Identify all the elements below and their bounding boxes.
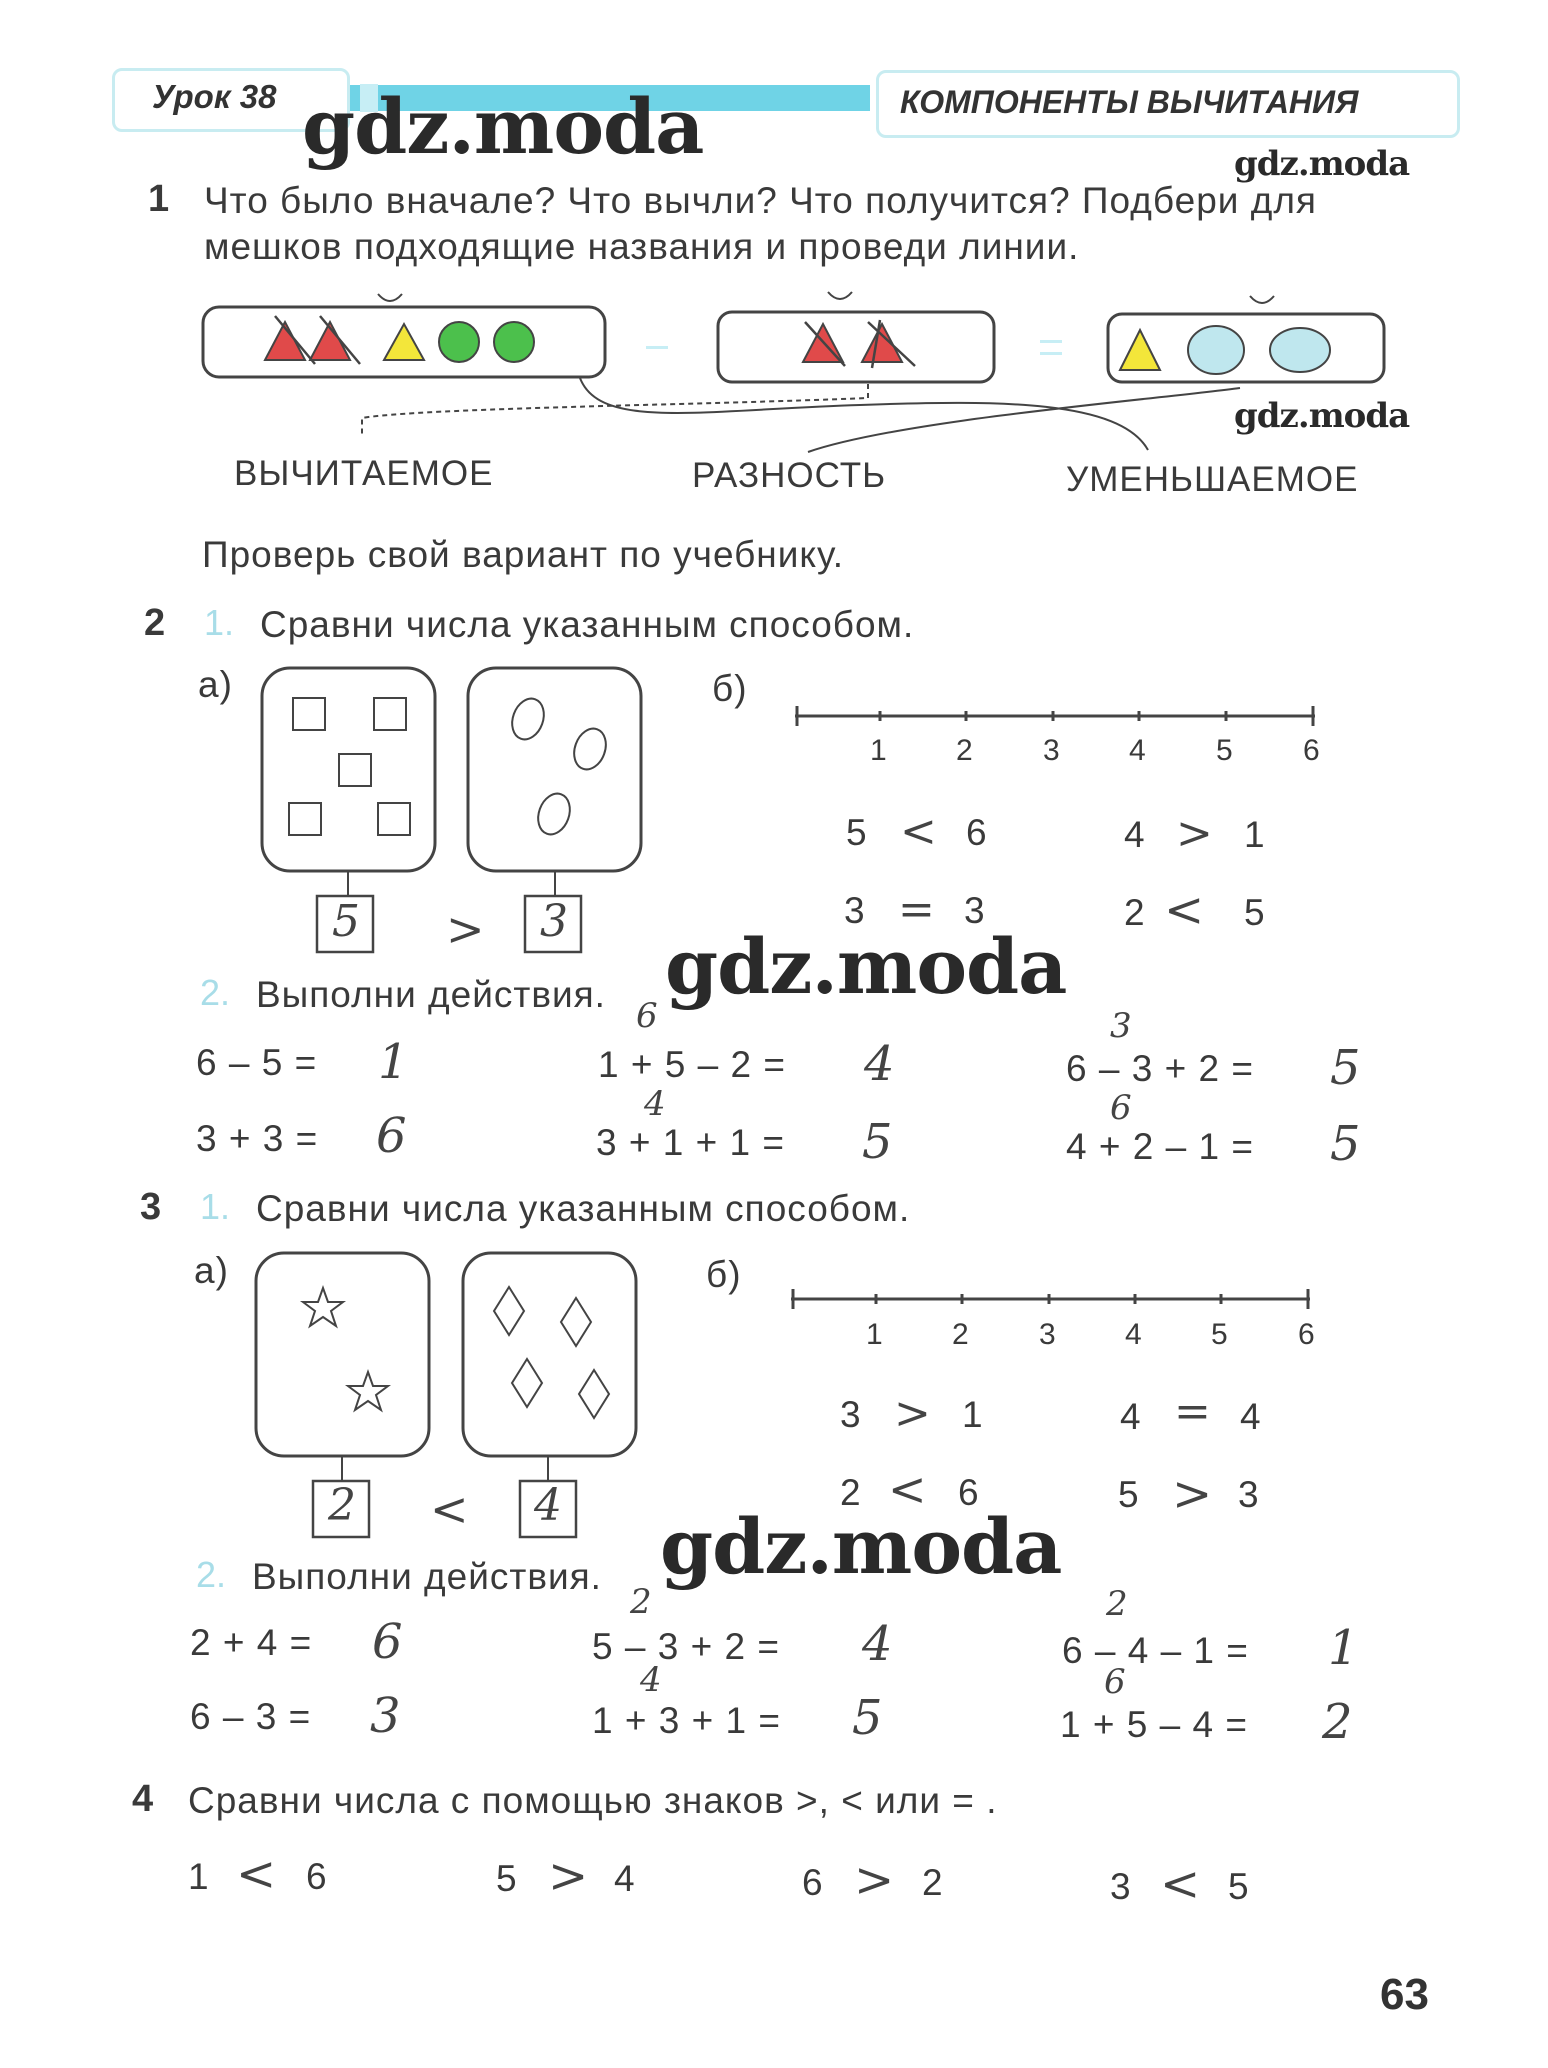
rhombus-icon (494, 1287, 524, 1335)
handwritten-answer: 1 (378, 1034, 409, 1090)
comparison-left: 5 (846, 812, 868, 853)
tick-label: 5 (1211, 1318, 1229, 1351)
expression: 3 + 3 = (196, 1118, 319, 1159)
comparison-sign: < (1160, 1856, 1201, 1912)
bag-difference (1108, 296, 1384, 382)
subtask-number: 1. (204, 602, 235, 643)
expression: 1 + 3 + 1 = (592, 1700, 781, 1741)
comparison-right: 3 (1238, 1474, 1260, 1515)
comparison-sign: > (1176, 808, 1213, 859)
yellow-triangle-icon (1120, 330, 1160, 370)
task-number: 4 (132, 1778, 154, 1820)
tick-label: 6 (1298, 1318, 1316, 1351)
equals-sign-bottom (1040, 352, 1062, 355)
answer-value: 3 (540, 896, 568, 947)
comparison-left: 4 (1120, 1396, 1142, 1437)
subtask-text: Выполни действия. (252, 1556, 602, 1597)
bag-minuend (203, 294, 605, 377)
rhombus-icon (561, 1298, 591, 1346)
comparison-sign: = (898, 884, 935, 935)
handwritten-answer: 5 (862, 1114, 893, 1170)
rhombus-icon (512, 1359, 542, 1407)
red-triangle-icon (862, 324, 902, 362)
connector-minuend (580, 378, 1148, 450)
comparison-right: 1 (1244, 814, 1266, 855)
star-icon (303, 1288, 343, 1326)
comparison-left: 1 (188, 1856, 210, 1897)
expression: 4 + 2 – 1 = (1066, 1126, 1254, 1167)
helper-note: 4 (644, 1084, 666, 1124)
expression: 1 + 5 – 4 = (1060, 1704, 1248, 1745)
minus-sign (646, 346, 668, 349)
comparison-left: 3 (844, 890, 866, 931)
green-circle-icon (439, 322, 479, 362)
comparison-sign: > (446, 902, 485, 956)
task-text: Сравни числа с помощью знаков >, < или = . (188, 1780, 998, 1821)
comparison-left: 5 (496, 1858, 518, 1899)
subtask-number: 2. (196, 1554, 227, 1595)
comparison-left: 3 (1110, 1866, 1132, 1907)
lesson-title: Урок 38 (152, 78, 277, 115)
tick-label: 1 (870, 734, 888, 767)
task-text: мешков подходящие названия и проведи линии. (204, 226, 1080, 267)
handwritten-answer: 3 (370, 1688, 401, 1744)
tick-label: 2 (952, 1318, 970, 1351)
expression: 6 – 4 – 1 = (1062, 1630, 1249, 1671)
helper-note: 4 (640, 1660, 662, 1700)
handwritten-answer: 4 (862, 1616, 893, 1672)
comparison-sign: < (430, 1482, 469, 1536)
comparison-right: 6 (958, 1472, 980, 1513)
part-label: б) (712, 668, 748, 709)
yellow-triangle-icon (384, 324, 424, 360)
task-number: 3 (140, 1186, 162, 1228)
comparison-left: 4 (1124, 814, 1146, 855)
handwritten-answer: 5 (1330, 1040, 1361, 1096)
subtask-text: Сравни числа указанным способом. (260, 604, 915, 645)
page-number: 63 (1380, 1970, 1429, 2019)
comparison-right: 2 (922, 1862, 944, 1903)
label-subtrahend: ВЫЧИТАЕМОЕ (234, 454, 494, 493)
comparison-left: 6 (802, 1862, 824, 1903)
comparison-sign: < (888, 1462, 927, 1516)
expression: 5 – 3 + 2 = (592, 1626, 780, 1667)
watermark: gdz.moda (665, 922, 1067, 1011)
tick-label: 4 (1125, 1318, 1143, 1351)
answer-value: 4 (534, 1480, 562, 1531)
star-icon (348, 1372, 388, 1410)
comparison-sign: < (900, 806, 937, 857)
tick-label: 1 (866, 1318, 884, 1351)
comparison-left: 3 (840, 1394, 862, 1435)
tick-label: 5 (1216, 734, 1234, 767)
comparison-sign: < (1164, 882, 1205, 938)
task-text: Что было вначале? Что вычли? Что получится? Подбери для (204, 180, 1317, 221)
subtask-text: Сравни числа указанным способом. (256, 1188, 911, 1229)
comparison-right: 6 (966, 812, 988, 853)
answer-value: 5 (332, 896, 360, 947)
handwritten-answer: 6 (376, 1108, 407, 1164)
answer-value: 2 (328, 1480, 356, 1531)
comparison-right: 3 (964, 890, 986, 931)
part-label: б) (706, 1254, 742, 1295)
tick-label: 2 (956, 734, 974, 767)
subtask-number: 1. (200, 1186, 231, 1227)
task-number: 1 (148, 178, 170, 220)
comparison-right: 4 (1240, 1396, 1262, 1437)
expression: 6 – 5 = (196, 1042, 318, 1083)
helper-note: 3 (1110, 1006, 1132, 1046)
tick-label: 3 (1043, 734, 1061, 767)
expression: 3 + 1 + 1 = (596, 1122, 785, 1163)
comparison-sign: > (1172, 1466, 1213, 1522)
watermark: gdz.moda (1234, 396, 1410, 436)
handwritten-answer: 4 (864, 1036, 895, 1092)
comparison-left: 2 (840, 1472, 862, 1513)
number-line (795, 706, 1315, 726)
tick-label: 4 (1129, 734, 1147, 767)
comparison-right: 4 (614, 1858, 636, 1899)
comparison-left: 2 (1124, 892, 1146, 933)
equals-sign-top (1040, 340, 1062, 343)
comparison-sign: < (236, 1846, 277, 1902)
watermark: gdz.moda (302, 82, 704, 171)
helper-note: 2 (1106, 1584, 1128, 1624)
rhombus-icon (579, 1370, 609, 1418)
comparison-right: 6 (306, 1856, 328, 1897)
handwritten-answer: 5 (852, 1690, 883, 1746)
part-label: а) (198, 664, 233, 705)
expression: 6 – 3 = (190, 1696, 312, 1737)
handwritten-answer: 1 (1328, 1620, 1359, 1676)
label-difference: РАЗНОСТЬ (692, 456, 887, 495)
comparison-right: 1 (962, 1394, 984, 1435)
handwritten-answer: 5 (1330, 1116, 1361, 1172)
handwritten-answer: 6 (372, 1614, 403, 1670)
watermark: gdz.moda (1234, 144, 1410, 184)
comparison-sign: > (854, 1852, 895, 1908)
expression: 2 + 4 = (190, 1622, 313, 1663)
part-label: а) (194, 1250, 229, 1291)
handwritten-answer: 2 (1322, 1694, 1353, 1750)
expression: 1 + 5 – 2 = (598, 1044, 786, 1085)
expression: 6 – 3 + 2 = (1066, 1048, 1254, 1089)
check-note: Проверь свой вариант по учебнику. (202, 534, 845, 575)
watermark: gdz.moda (660, 1502, 1062, 1591)
circle-icon (1270, 328, 1330, 372)
task-number: 2 (144, 602, 166, 644)
comparison-sign: > (548, 1848, 589, 1904)
tick-label: 6 (1303, 734, 1321, 767)
comparison-left: 5 (1118, 1474, 1140, 1515)
comparison-right: 5 (1228, 1866, 1250, 1907)
subtask-number: 2. (200, 972, 231, 1013)
helper-note: 6 (1104, 1662, 1126, 1702)
helper-note: 6 (636, 996, 658, 1036)
tick-label: 3 (1039, 1318, 1057, 1351)
topic-title: КОМПОНЕНТЫ ВЫЧИТАНИЯ (900, 84, 1359, 120)
label-minuend: УМЕНЬШАЕМОЕ (1066, 460, 1359, 499)
number-line (791, 1289, 1310, 1309)
comparison-sign: = (1174, 1386, 1211, 1437)
green-circle-icon (494, 322, 534, 362)
comparison-sign: > (894, 1388, 931, 1439)
subtask-text: Выполни действия. (256, 974, 606, 1015)
helper-note: 2 (630, 1582, 652, 1622)
circle-icon (1188, 326, 1244, 374)
connector-difference (808, 388, 1240, 452)
comparison-right: 5 (1244, 892, 1266, 933)
connector-subtrahend (362, 384, 868, 436)
bag-subtrahend (718, 292, 994, 382)
helper-note: 6 (1110, 1088, 1132, 1128)
